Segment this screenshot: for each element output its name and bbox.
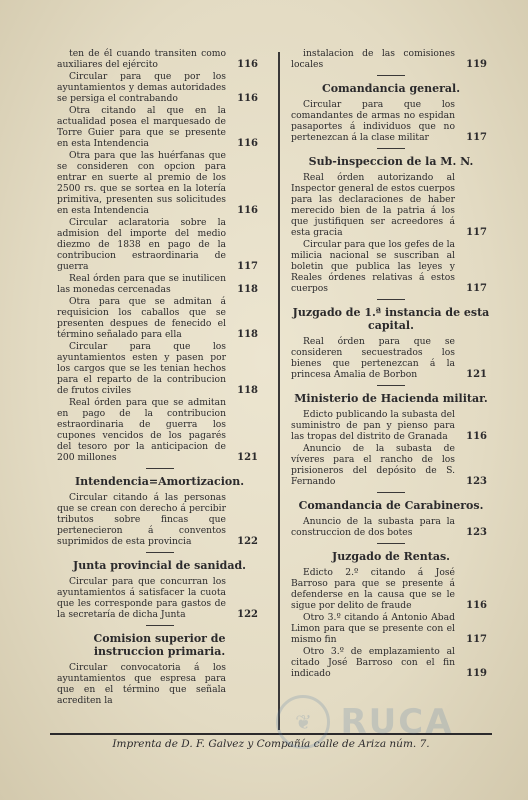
index-entry — [291, 172, 491, 238]
entry-text: Circular para que los ayuntamientos esten y pasen por los cargos que se les tenian hechos para el reparto de la contribucion de frutos civiles — [57, 341, 226, 396]
section-separator — [146, 625, 174, 626]
entry-text: Otra para que las huérfanas que se consideren con opcion para entrar en suerte al premio de los 2500 rs. que se sortea en la lotería primitiva, presenten sus solicitudes en esta Intendencia — [57, 150, 226, 216]
index-entry — [291, 443, 491, 487]
entry-page-number: 123 — [466, 527, 487, 538]
section-heading: Sub-inspeccion de la M. N. — [308, 155, 474, 168]
section-separator — [146, 468, 174, 469]
entry-page-number: 117 — [466, 283, 487, 294]
entry-page-number: 117 — [237, 261, 258, 272]
entry-page-number: 117 — [466, 227, 487, 238]
entry-text: Circular convocatoria á los ayuntamientos que espresa para que en el término que señala acrediten la — [57, 662, 226, 706]
index-entry — [57, 397, 262, 463]
index-entry — [57, 576, 262, 620]
entry-text: Circular para que concurran los ayuntamientos á satisfacer la cuota que les corresponde para gastos de la secretaría de dicha Junta — [57, 576, 226, 620]
entry-text: Circular para que los gefes de la milicia nacional se suscriban al boletin que publica las leyes y Reales órdenes relativas á estos cuerpos — [291, 239, 456, 294]
index-entry — [291, 239, 491, 294]
entry-page-number: 116 — [237, 59, 258, 70]
entry-page-number: 118 — [237, 329, 258, 340]
section-heading: Juzgado de 1.ª instancia de esta capital. — [292, 306, 490, 332]
entry-text: Otro 3.º de emplazamiento al citado José Barroso con el fin indicado — [291, 646, 455, 679]
left-sections — [57, 468, 262, 706]
section-heading: Intendencia=Amortizacion. — [74, 475, 245, 488]
entry-page-number: 117 — [466, 132, 487, 143]
entry-text: Circular para que los comandantes de armas no espidan pasaportes á individuos que no pertenezcan á la clase militar — [291, 99, 455, 143]
entry-page-number: 122 — [237, 536, 258, 547]
entry-text: Real órden para que se admitan en pago de la contribucion estraordinaria de guerra los cupones vencidos de los pagarés del tesoro por la anticipacion de 200 millones — [57, 397, 226, 463]
entry-page-number: 116 — [237, 205, 258, 216]
entry-text: Real órden autorizando al Inspector general de estos cuerpos para las declaraciones de haber merecido bien de la patria á los que justifiquen ser acreedores á esta gracia — [291, 172, 455, 238]
footer-rule — [50, 733, 492, 735]
section-separator — [377, 299, 405, 300]
printer-imprint: Imprenta de D. F. Galvez y Compañía calle de Ariza núm. 7. — [112, 738, 430, 750]
section-separator — [146, 552, 174, 553]
entry-text: Real órden para que se inutilicen las monedas cercenadas — [57, 273, 226, 295]
index-entry — [57, 341, 262, 396]
entry-page-number: 116 — [466, 431, 487, 442]
section-heading: Comision superior de instruccion primaria. — [93, 632, 226, 658]
entry-text: Otra citando al que en la actualidad posea el marquesado de Torre Guier para que se presente en esta Intendencia — [57, 105, 226, 149]
index-entry — [57, 296, 262, 340]
entry-text: Otro 3.º citando á Antonio Abad Limon para que se presente con el mismo fin — [291, 612, 455, 645]
entry-text: ten de él cuando transiten como auxiliares del ejército — [57, 48, 226, 70]
section-heading: Comandancia general. — [321, 82, 461, 95]
index-entry — [57, 492, 262, 547]
entry-page-number: 118 — [237, 284, 258, 295]
section-separator — [377, 148, 405, 149]
watermark-text: RUCA — [340, 702, 454, 742]
right-entries — [291, 48, 491, 70]
entry-page-number: 118 — [237, 385, 258, 396]
entry-text: Anuncio de la subasta de víveres para el rancho de los prisioneros del depósito de S. Fernando — [291, 443, 455, 487]
entry-page-number: 116 — [237, 93, 258, 104]
section-heading: Ministerio de Hacienda militar. — [294, 392, 488, 405]
entry-page-number: 117 — [466, 634, 487, 645]
index-entry — [57, 217, 262, 272]
index-entry — [57, 48, 262, 70]
entry-text: Otra para que se admitan á requisicion los caballos que se presenten despues de fenecido el término señalado para ella — [57, 296, 226, 340]
left-entries — [57, 48, 262, 463]
section-separator — [377, 75, 405, 76]
seal-icon: ❦ — [276, 695, 330, 749]
index-entry — [57, 273, 262, 295]
section-heading: Comandancia de Carabineros. — [298, 499, 484, 512]
section-separator — [377, 492, 405, 493]
entry-page-number: 123 — [466, 476, 487, 487]
entry-page-number: 119 — [466, 668, 487, 679]
right-sections — [291, 75, 491, 679]
index-entry — [291, 567, 491, 611]
index-entry — [291, 336, 491, 380]
section-heading: Juzgado de Rentas. — [331, 550, 450, 563]
right-column — [291, 48, 491, 680]
index-entry — [57, 105, 262, 149]
column-divider — [278, 52, 280, 730]
index-entry — [57, 662, 262, 706]
index-entry — [291, 48, 491, 70]
entry-page-number: 116 — [466, 600, 487, 611]
entry-text: Circular para que por los ayuntamientos y demas autoridades se persiga el contrabando — [57, 71, 226, 104]
index-entry — [291, 99, 491, 143]
index-entry — [57, 71, 262, 104]
entry-text: Anuncio de la subasta para la construccion de dos botes — [291, 516, 455, 538]
entry-text: Edicto publicando la subasta del suministro de pan y pienso para las tropas del distrito de Granada — [291, 409, 455, 442]
entry-text: Circular aclaratoria sobre la admision del importe del medio diezmo de 1838 en pago de la contribucion estraordinaria de guerra — [57, 217, 226, 272]
entry-page-number: 121 — [466, 369, 487, 380]
left-column — [57, 48, 262, 707]
entry-text: Edicto 2.º citando á José Barroso para que se presente á defenderse en la causa que se le sigue por delito de fraude — [291, 567, 455, 611]
section-heading: Junta provincial de sanidad. — [73, 559, 246, 572]
entry-page-number: 121 — [237, 452, 258, 463]
section-separator — [377, 385, 405, 386]
index-entry — [57, 150, 262, 216]
section-separator — [377, 543, 405, 544]
entry-text: Real órden para que se consideren secuestrados los bienes que pertenezcan á la princesa Amalia de Borbon — [291, 336, 455, 380]
entry-page-number: 119 — [466, 59, 487, 70]
entry-text: Circular citando á las personas que se crean con derecho á percibir tributos sobre fincas que pertenecieron á conventos suprimidos de esta provincia — [57, 492, 226, 547]
entry-page-number: 116 — [237, 138, 258, 149]
index-entry — [291, 409, 491, 442]
index-entry — [291, 612, 491, 645]
entry-page-number: 122 — [237, 609, 258, 620]
entry-text: instalacion de las comisiones locales — [291, 48, 455, 70]
index-entry — [291, 516, 491, 538]
index-entry — [291, 646, 491, 679]
